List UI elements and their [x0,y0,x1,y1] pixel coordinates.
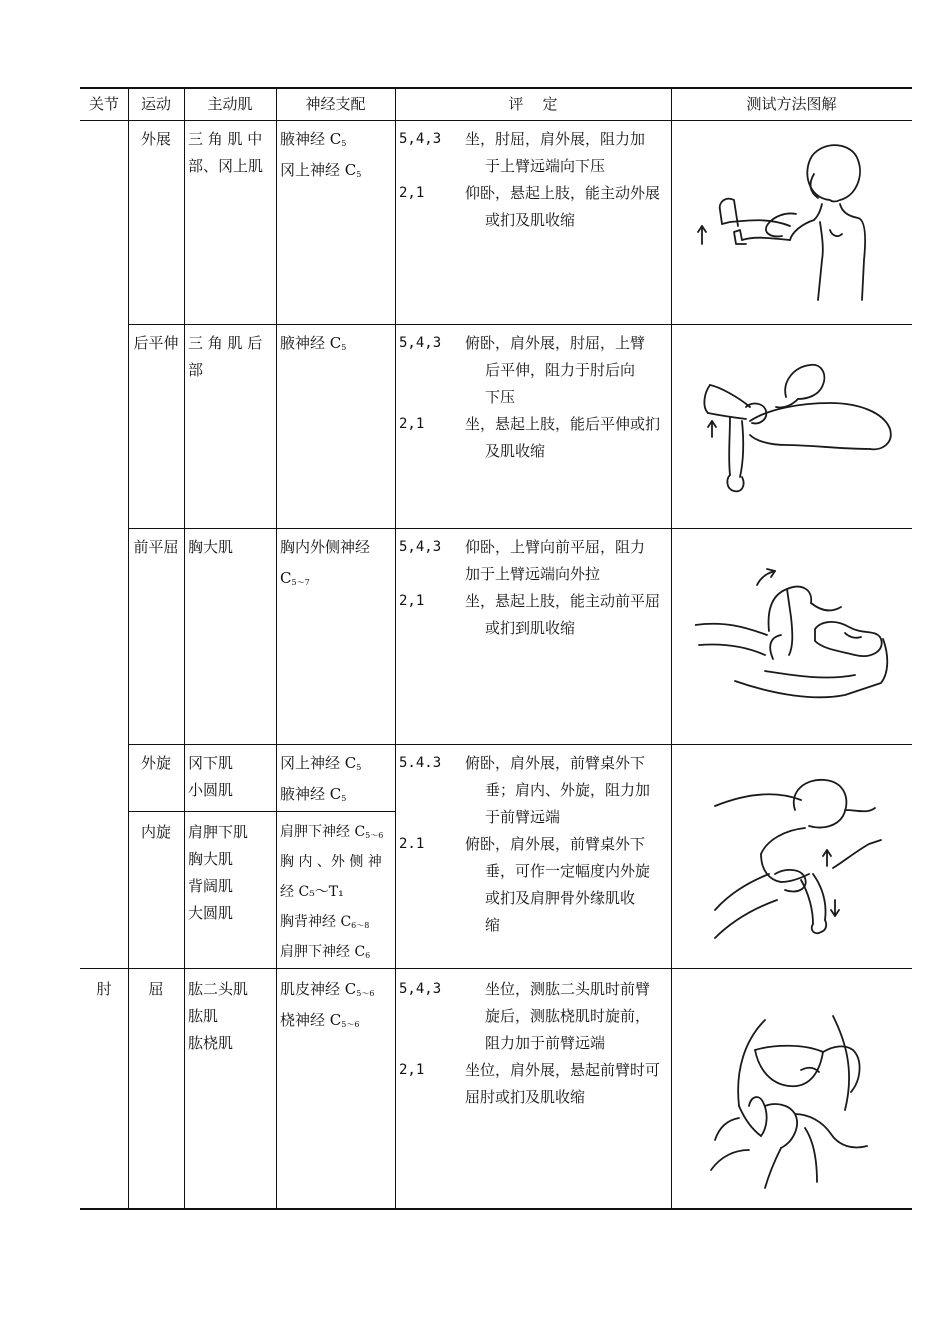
grade-level: 2,1 [399,1062,425,1078]
column-divider [671,87,672,1209]
grade-level: 5,4,3 [399,981,442,997]
nerve-line: 冈上神经 $C_5$ [280,161,362,179]
nerve-line: 肌皮神经 $C_{5\sim 6}$ [280,980,375,998]
motion-label: 后平伸 [133,334,179,352]
muscle-cell [188,976,278,1057]
rating-cell [399,534,669,642]
rating-group: 5.4.3 俯卧，肩外展，前臂桌外下 垂；肩内、外旋，阻力加 于前臂远端 [399,750,669,831]
motion-cell [128,534,184,561]
elbow-flexion-seated-icon [705,1010,895,1190]
muscle-line: 肱肌 [188,1007,219,1025]
muscle-cell [188,126,278,180]
nerve-line: 经 C₅～T₁ [280,884,344,900]
grade-level: 2,1 [399,416,425,432]
grade-level: 5,4,3 [399,335,442,351]
motion-cell [128,976,184,1003]
nerve-line: 肩胛下神经 $C_6$ [280,944,371,960]
nerve-line: 腋神经 $C_5$ [280,785,347,803]
rating-group: 5,4,3 俯卧，肩外展，肘屈，上臂 后平伸，阻力于肘后向 下压 [399,330,669,411]
header-rating: 评 定 [508,95,558,113]
column-divider [128,87,129,1209]
nerve-line: 胸内外侧神经 [280,538,371,556]
muscle-line: 三 角 肌 后 [188,334,263,352]
nerve-line: 胸背神经 $C_{6\sim 8}$ [280,914,370,930]
muscle-cell [188,819,278,927]
nerve-line: 腋神经 $C_5$ [280,334,347,352]
muscle-line: 冈下肌 [188,754,234,772]
rating-group: 2,1 坐，悬起上肢，能主动前平屈 或扪到肌收缩 [399,588,669,642]
rating-cell [399,750,669,939]
nerve-line: 桡神经 $C_{5\sim 6}$ [280,1011,360,1029]
nerve-line: 胸 内 、外 侧 神 [280,854,382,870]
grade-level: 2.1 [399,836,425,852]
rating-group: 2,1 仰卧，悬起上肢，能主动外展 或扪及肌收缩 [399,180,669,234]
table-bottom-rule [80,1208,912,1210]
prone-horizontal-extension-icon [690,345,900,505]
nerve-line: $C_{5\sim 7}$ [280,569,310,587]
nerve-line: 腋神经 $C_5$ [280,130,347,148]
muscle-line: 三 角 肌 中 [188,130,263,148]
header-joint: 关节 [88,95,119,113]
column-divider [184,87,185,1209]
grade-level: 2,1 [399,185,425,201]
grade-level: 5,4,3 [399,539,442,555]
muscle-line: 胸大肌 [188,850,234,868]
rating-group: 2,1 坐，悬起上肢，能后平伸或扪 及肌收缩 [399,411,669,465]
rating-cell [399,330,669,465]
row-divider [128,324,912,325]
rating-cell [399,976,669,1111]
muscle-line: 肩胛下肌 [188,823,249,841]
muscle-line: 部、冈上肌 [188,157,264,175]
arm-abduction-seated-icon [690,140,880,305]
joint-label: 肘 [96,980,112,998]
grade-level: 5.4.3 [399,755,442,771]
header-motion: 运动 [140,95,171,113]
header-muscle: 主动肌 [207,95,253,113]
table-top-rule [80,87,912,89]
row-divider [80,968,912,969]
rating-group: 5,4,3 仰卧，上臂向前平屈，阻力 加于上臂远端向外拉 [399,534,669,588]
muscle-line: 部 [188,361,204,379]
header-bottom-rule [80,120,912,121]
header-diagram: 测试方法图解 [746,95,837,113]
muscle-line: 背阔肌 [188,877,234,895]
nerve-cell [280,534,395,596]
rating-group: 2.1 俯卧，肩外展，前臂桌外下 垂，可作一定幅度内外旋 或扪及肩胛骨外缘肌收 缩 [399,831,669,939]
rating-cell [399,126,669,234]
nerve-line: 肩胛下神经 $C_{5\sim 6}$ [280,824,384,840]
supine-horizontal-flexion-icon [695,555,895,715]
motion-cell [128,330,184,357]
row-divider [128,528,912,529]
muscle-line: 胸大肌 [188,538,234,556]
muscle-cell [188,750,278,804]
muscle-line: 大圆肌 [188,904,234,922]
motion-label: 前平屈 [133,538,179,556]
motion-cell [128,750,184,777]
nerve-cell [280,819,395,969]
nerve-cell [280,750,395,812]
header-nerve: 神经支配 [305,95,366,113]
rating-group: 2,1 坐位，肩外展，悬起前臂时可 屈肘或扪及肌收缩 [399,1057,669,1111]
rating-group: 5,4,3 坐位，测肱二头肌时前臂 旋后，测肱桡肌时旋前， 阻力加于前臂远端 [399,976,669,1057]
column-divider [395,87,396,1209]
muscle-cell [188,330,278,384]
nerve-cell [280,126,395,188]
row-divider [128,744,912,745]
grade-level: 5,4,3 [399,131,442,147]
muscle-line: 肱桡肌 [188,1034,234,1052]
motion-cell [128,819,184,846]
muscle-line: 肱二头肌 [188,980,249,998]
grade-level: 2,1 [399,593,425,609]
joint-cell [80,976,128,1003]
muscle-line: 小圆肌 [188,781,234,799]
nerve-cell [280,976,395,1038]
motion-cell [128,126,184,153]
prone-shoulder-rotation-icon [705,770,895,950]
muscle-cell [188,534,278,561]
motion-label: 外旋 [140,754,171,772]
nerve-line: 冈上神经 $C_5$ [280,754,362,772]
motion-label: 外展 [140,130,171,148]
rating-group: 5,4,3 坐，肘屈，肩外展，阻力加 于上臂远端向下压 [399,126,669,180]
nerve-cell [280,330,395,361]
motion-label: 内旋 [140,823,171,841]
motion-label: 屈 [148,980,164,998]
